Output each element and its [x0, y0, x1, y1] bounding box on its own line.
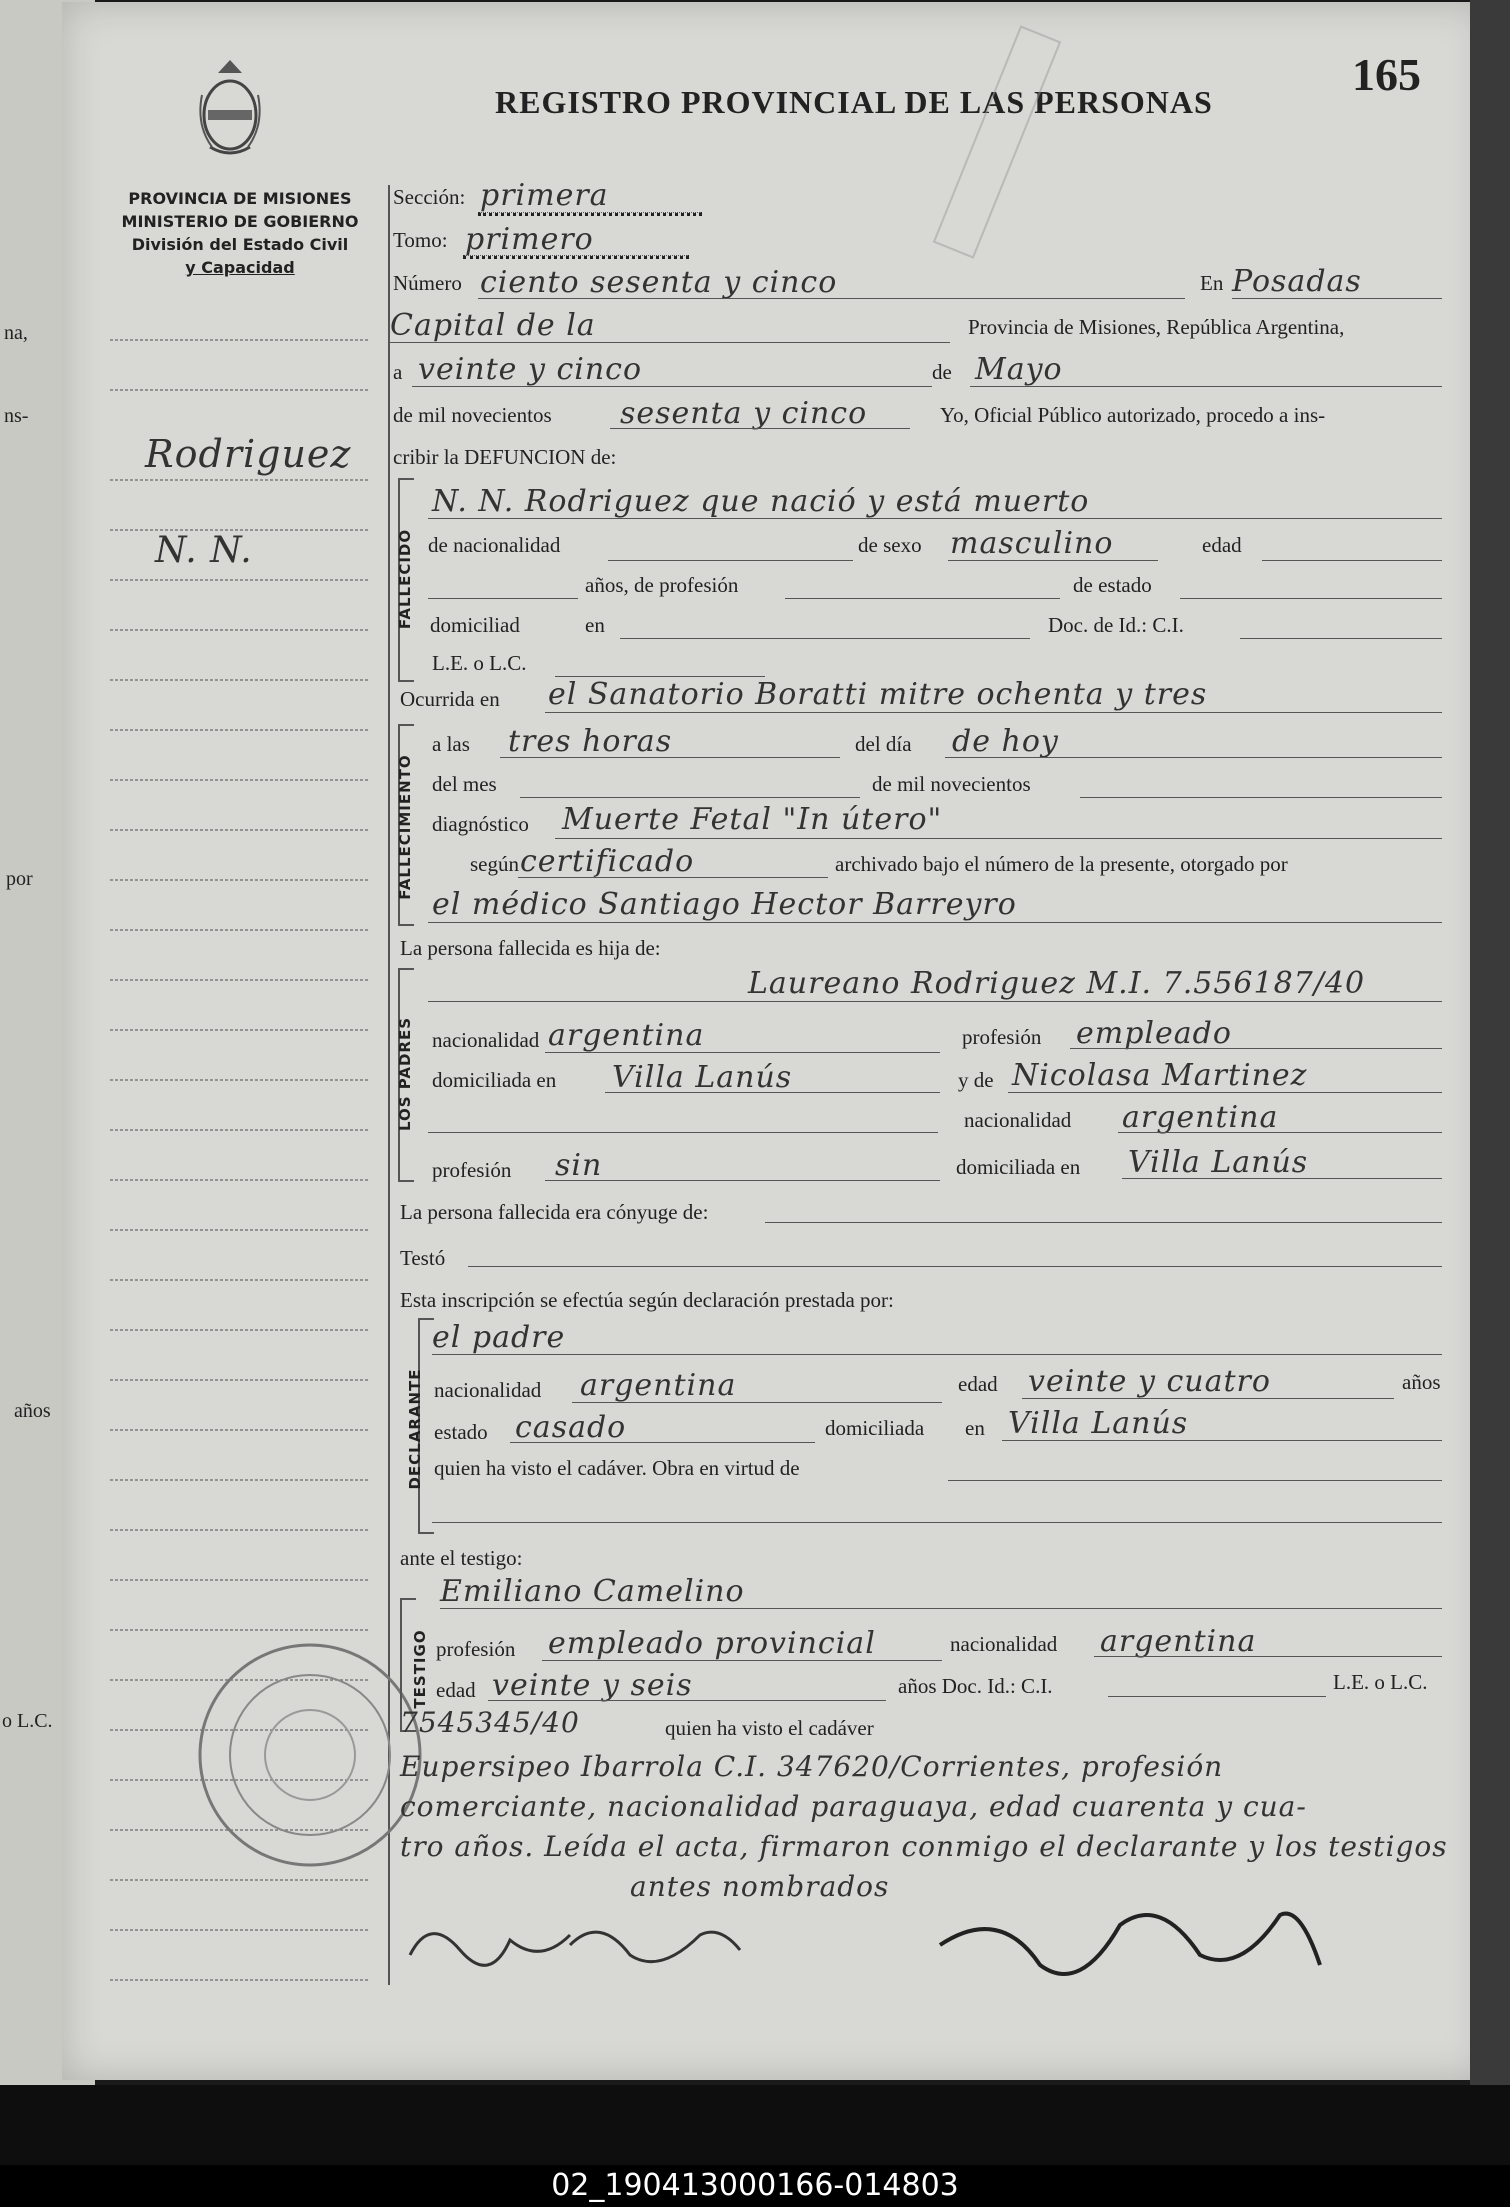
underline — [1180, 598, 1442, 599]
label-nacionalidad: de nacionalidad — [428, 533, 561, 557]
underline — [1094, 1656, 1442, 1657]
value-anio: sesenta y cinco — [620, 396, 868, 431]
value-nombre: N. N. Rodriguez que nació y está muerto — [432, 484, 1090, 519]
value-dia: veinte y cinco — [418, 352, 643, 387]
value-numero: ciento sesenta y cinco — [480, 265, 838, 300]
note-line: Eupersipeo Ibarrola C.I. 347620/Corrientes, profesión — [400, 1750, 1224, 1783]
label-en: En — [1200, 271, 1224, 295]
label-testigo: ante el testigo: — [400, 1546, 523, 1570]
fragment-text: años — [14, 1400, 51, 1422]
value-tomo: primero — [465, 222, 594, 257]
note-line: comerciante, nacionalidad paraguaya, edad cuarenta y cua- — [400, 1790, 1307, 1823]
value-diagnostico: Muerte Fetal "In útero" — [562, 802, 943, 837]
office-line: MINISTERIO DE GOBIERNO — [121, 212, 359, 231]
value-testigo-doc: 7545345/40 — [400, 1706, 580, 1739]
underline — [1240, 638, 1442, 639]
margin-surname: Rodriguez — [145, 432, 352, 476]
underline — [970, 386, 1442, 387]
underline — [948, 560, 1158, 561]
value-segun: certificado — [520, 844, 695, 879]
signatures — [400, 1895, 1400, 2015]
file-caption: 02_190413000166-014803 — [0, 2165, 1510, 2207]
underline — [572, 1402, 942, 1403]
fragment-text: o L.C. — [2, 1710, 53, 1732]
label-y-de: y de — [958, 1068, 994, 1092]
underline — [468, 1266, 1442, 1267]
label-en: en — [585, 613, 605, 637]
underline — [478, 298, 1185, 299]
underline — [545, 1052, 940, 1053]
underline — [412, 386, 932, 387]
underline — [428, 598, 578, 599]
underline — [518, 877, 828, 878]
label-de-mil: de mil novecientos — [393, 403, 552, 427]
label-nacionalidad-madre: nacionalidad — [964, 1108, 1072, 1132]
underline — [1122, 1178, 1442, 1179]
value-testigo-nombre: Emiliano Camelino — [440, 1574, 745, 1609]
label-edad-testigo: edad — [436, 1678, 476, 1702]
label-nacionalidad-declarante: nacionalidad — [434, 1378, 542, 1402]
label-cadaver-testigo: quien ha visto el cadáver — [665, 1716, 874, 1740]
underline — [1118, 1132, 1442, 1133]
underline — [1080, 797, 1442, 798]
label-profesion-padre: profesión — [962, 1025, 1042, 1049]
value-lugar-fallecimiento: el Sanatorio Boratti mitre ochenta y tres — [548, 677, 1208, 712]
office-line: y Capacidad — [185, 258, 295, 277]
coat-of-arms-icon — [190, 55, 270, 160]
value-declarante-domicilio: Villa Lanús — [1008, 1406, 1189, 1441]
label-inscribir: cribir la DEFUNCION de: — [393, 445, 617, 469]
fragment-text: na, — [4, 322, 28, 344]
label-seccion: Sección: — [393, 185, 466, 209]
office-block — [115, 187, 365, 279]
label-profesion-madre: profesión — [432, 1158, 512, 1182]
underline — [520, 797, 860, 798]
label-en-declarante: en — [965, 1416, 985, 1440]
underline — [428, 518, 1442, 519]
value-seccion: primera — [480, 178, 609, 213]
label-a-las: a las — [432, 732, 470, 756]
underline — [1070, 1048, 1442, 1049]
value-padre-domicilio: Villa Lanús — [612, 1060, 793, 1095]
value-madre-domicilio: Villa Lanús — [1128, 1145, 1309, 1180]
value-declarante-estado: casado — [515, 1410, 627, 1445]
label-conyuge: La persona fallecida era cónyuge de: — [400, 1200, 709, 1224]
bottom-strip — [0, 2085, 1510, 2165]
underline — [785, 598, 1060, 599]
value-testigo-nacionalidad: argentina — [1100, 1624, 1257, 1659]
underline — [428, 922, 1442, 923]
label-de: de — [932, 360, 952, 384]
label-del-mes: del mes — [432, 772, 497, 796]
label-anios-doc: años Doc. Id.: C.I. — [898, 1674, 1053, 1698]
label-edad: edad — [1202, 533, 1242, 557]
label-domiciliado: domiciliad — [430, 613, 520, 637]
underline — [945, 757, 1442, 758]
value-testigo-edad: veinte y seis — [492, 1668, 693, 1703]
value-padre-profesion: empleado — [1076, 1016, 1232, 1051]
underline — [478, 212, 702, 216]
value-madre-nacionalidad: argentina — [1122, 1100, 1279, 1135]
underline — [1002, 1440, 1442, 1441]
signature-declarante — [410, 1934, 570, 1966]
label-estado: de estado — [1073, 573, 1152, 597]
value-declarante-nacionalidad: argentina — [580, 1368, 737, 1403]
label-numero: Número — [393, 271, 462, 295]
label-testo: Testó — [400, 1246, 446, 1270]
label-le: L.E. o L.C. — [432, 651, 527, 675]
office-line: PROVINCIA DE MISIONES — [128, 189, 352, 208]
value-madre: Nicolasa Martinez — [1012, 1058, 1308, 1093]
underline — [1232, 298, 1442, 299]
value-hora: tres horas — [508, 724, 673, 759]
official-seal-icon — [185, 1630, 435, 1880]
underline — [610, 428, 910, 429]
value-mes: Mayo — [975, 352, 1063, 387]
label-hija: La persona fallecida es hija de: — [400, 936, 661, 960]
underline — [510, 1442, 815, 1443]
label-de-mil-fallecimiento: de mil novecientos — [872, 772, 1031, 796]
page-title: REGISTRO PROVINCIAL DE LAS PERSONAS — [495, 84, 1213, 120]
label-tomo: Tomo: — [393, 228, 448, 252]
label-doc: Doc. de Id.: C.I. — [1048, 613, 1184, 637]
label-domiciliada-declarante: domiciliada — [825, 1416, 925, 1440]
label-diagnostico: diagnóstico — [432, 812, 529, 836]
signature-testigo — [570, 1932, 740, 1962]
underline — [605, 1092, 940, 1093]
label-oficial: Yo, Oficial Público autorizado, procedo a ins- — [940, 403, 1326, 427]
label-anios-declarante: años — [1402, 1370, 1441, 1394]
value-sexo: masculino — [950, 526, 1114, 561]
value-testigo-profesion: empleado provincial — [548, 1626, 876, 1661]
value-dia-fallecimiento: de hoy — [952, 724, 1059, 759]
note-line: antes nombrados — [630, 1870, 890, 1903]
value-lugar: Posadas — [1232, 264, 1362, 299]
fragment-text: ns- — [4, 405, 29, 427]
page-right-edge — [1470, 0, 1510, 2090]
side-label-declarante: DECLARANTE — [406, 1368, 424, 1490]
signature-oficial — [940, 1914, 1320, 1974]
underline — [1108, 1696, 1326, 1697]
label-cadaver-declarante: quien ha visto el cadáver. Obra en virtud de — [434, 1456, 800, 1480]
side-label-testigo: TESTIGO — [411, 1629, 429, 1709]
underline — [428, 1001, 1442, 1002]
label-a: a — [393, 360, 403, 384]
value-madre-profesion: sin — [555, 1148, 603, 1183]
underline — [440, 1608, 1442, 1609]
label-nacionalidad-testigo: nacionalidad — [950, 1632, 1058, 1656]
underline — [432, 1522, 1442, 1523]
label-provincia: Provincia de Misiones, República Argentina, — [968, 315, 1345, 339]
label-domiciliada-madre: domiciliada en — [956, 1155, 1081, 1179]
underline — [555, 838, 1442, 839]
note-line: tro años. Leída el acta, firmaron conmigo el declarante y los testigos — [400, 1830, 1448, 1863]
underline — [500, 757, 840, 758]
underline — [428, 1132, 938, 1133]
label-anios-profesion: años, de profesión — [585, 573, 739, 597]
label-nacionalidad-padre: nacionalidad — [432, 1028, 540, 1052]
underline — [488, 1700, 886, 1701]
label-domiciliada-padre: domiciliada en — [432, 1068, 557, 1092]
value-padre-nacionalidad: argentina — [548, 1018, 705, 1053]
underline — [620, 638, 1030, 639]
fragment-text: por — [6, 868, 33, 890]
underline — [1022, 1398, 1394, 1399]
label-estado-declarante: estado — [434, 1420, 488, 1444]
underline — [1262, 560, 1442, 561]
underline — [463, 255, 689, 259]
label-le-testigo: L.E. o L.C. — [1333, 1670, 1428, 1694]
underline — [545, 712, 1442, 713]
office-line: División del Estado Civil — [131, 235, 349, 254]
value-declarante-edad: veinte y cuatro — [1028, 1364, 1271, 1399]
side-label-fallecido: FALLECIDO — [396, 528, 414, 630]
underline — [608, 560, 853, 561]
side-label-padres: LOS PADRES — [396, 1016, 414, 1132]
underline — [1008, 1092, 1442, 1093]
label-del-dia: del día — [855, 732, 912, 756]
page-number: 165 — [1352, 49, 1421, 100]
value-declarante: el padre — [432, 1320, 566, 1355]
underline — [390, 342, 950, 343]
underline — [765, 1222, 1442, 1223]
underline — [542, 1660, 942, 1661]
underline — [948, 1480, 1442, 1481]
side-label-fallecimiento: FALLECIMIENTO — [396, 754, 414, 900]
value-medico: el médico Santiago Hector Barreyro — [432, 887, 1017, 922]
underline — [545, 1180, 940, 1181]
value-capital: Capital de la — [390, 308, 596, 343]
label-ocurrida: Ocurrida en — [400, 687, 500, 711]
label-inscripcion: Esta inscripción se efectúa según declaración prestada por: — [400, 1288, 894, 1312]
label-profesion-testigo: profesión — [436, 1637, 516, 1661]
label-segun: según — [470, 852, 519, 876]
label-sexo: de sexo — [858, 533, 922, 557]
underline — [432, 1354, 1442, 1355]
margin-given-name: N. N. — [155, 530, 253, 571]
value-padre: Laureano Rodriguez M.I. 7.556187/40 — [748, 966, 1366, 1001]
label-edad-declarante: edad — [958, 1372, 998, 1396]
label-archivado: archivado bajo el número de la presente, otorgado por — [835, 852, 1288, 876]
